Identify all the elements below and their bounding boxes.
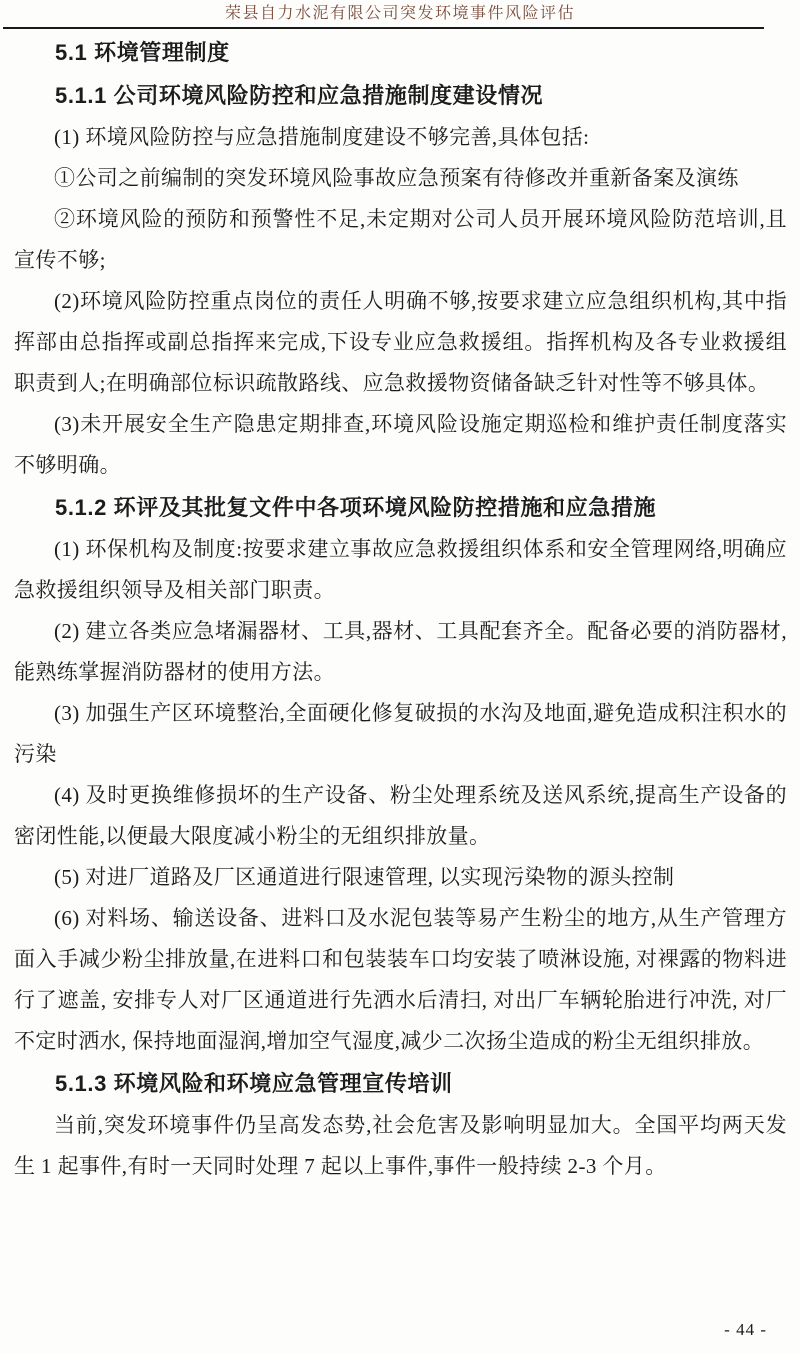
paragraph: (3)未开展安全生产隐患定期排查,环境风险设施定期巡检和维护责任制度落实不够明确。 [14, 412, 787, 477]
section-heading-5-1-3: 5.1.3 环境风险和环境应急管理宣传培训 [55, 1071, 453, 1096]
paragraph: (1) 环保机构及制度:按要求建立事故应急救援组织体系和安全管理网络,明确应急救援组织领导及相关部门职责。 [14, 537, 787, 602]
paragraph: (3) 加强生产区环境整治,全面硬化修复破损的水沟及地面,避免造成积注积水的污染 [14, 701, 787, 766]
section-heading-5-1-2: 5.1.2 环评及其批复文件中各项环境风险防控措施和应急措施 [55, 495, 657, 520]
paragraph: 当前,突发环境事件仍呈高发态势,社会危害及影响明显加大。全国平均两天发生 1 起事件,有时一天同时处理 7 起以上事件,事件一般持续 2-3 个月。 [14, 1113, 787, 1178]
page-number: - 44 - [724, 1320, 767, 1339]
paragraph: (1) 环境风险防控与应急措施制度建设不够完善,具体包括: [54, 125, 590, 149]
paragraph: (2)环境风险防控重点岗位的责任人明确不够,按要求建立应急组织机构,其中指挥部由总指挥或副总指挥来完成,下设专业应急救援组。指挥机构及各专业救援组职责到人;在明确部位标识疏散路线、应急救援物资储备缺乏针对性等不够具体。 [14, 289, 787, 395]
paragraph: (4) 及时更换维修损坏的生产设备、粉尘处理系统及送风系统,提高生产设备的密闭性能,以便最大限度减小粉尘的无组织排放量。 [14, 783, 787, 848]
paragraph: (6) 对料场、输送设备、进料口及水泥包装等易产生粉尘的地方,从生产管理方面入手减少粉尘排放量,在进料口和包装装车口均安装了喷淋设施, 对裸露的物料进行了遮盖, 安排专人对厂区通道进行先洒水后清扫, 对出厂车辆轮胎进行冲洗, 对厂不定时洒水, 保持地面湿润,增加空气湿度,减少二次扬尘造成的粉尘无组织排放。 [14, 906, 787, 1053]
section-heading-5-1: 5.1 环境管理制度 [55, 40, 230, 65]
document-body [0, 29, 800, 1187]
header-title: 荣县自力水泥有限公司突发环境事件风险评估 [224, 5, 575, 22]
section-heading-5-1-1: 5.1.1 公司环境风险防控和应急措施制度建设情况 [55, 83, 544, 108]
paragraph: ②环境风险的预防和预警性不足,未定期对公司人员开展环境风险防范培训,且宣传不够; [14, 207, 787, 272]
paragraph: (5) 对进厂道路及厂区通道进行限速管理, 以实现污染物的源头控制 [54, 865, 675, 889]
paragraph: ①公司之前编制的突发环境风险事故应急预案有待修改并重新备案及演练 [54, 166, 739, 190]
page-header [0, 0, 800, 25]
paragraph: (2) 建立各类应急堵漏器材、工具,器材、工具配套齐全。配备必要的消防器材,能熟练掌握消防器材的使用方法。 [14, 619, 787, 684]
